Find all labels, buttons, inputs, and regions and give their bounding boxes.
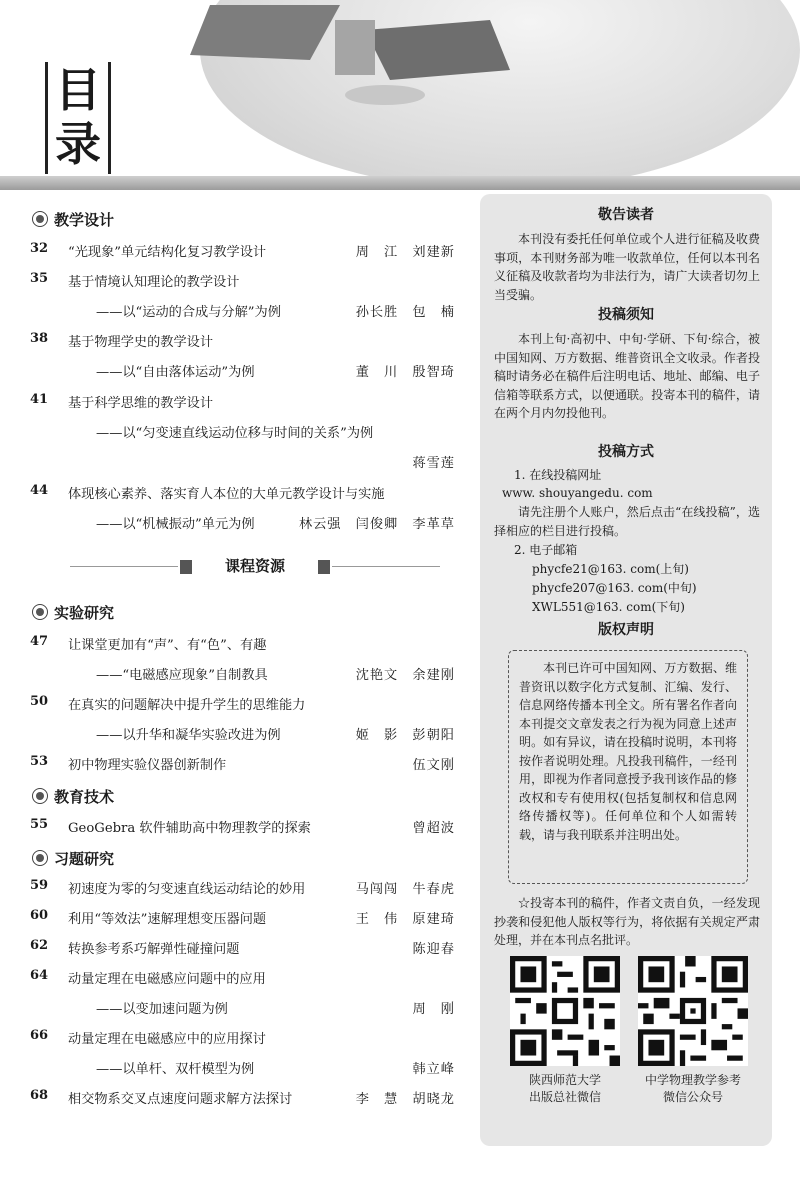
qr-label-2: 中学物理教学参考 微信公众号 xyxy=(644,1073,741,1104)
email-3[interactable]: XWL551@163. com(下旬) xyxy=(532,600,685,614)
qr-label-1: 陕西师范大学 出版总社微信 xyxy=(528,1073,601,1104)
email-2[interactable]: phycfe207@163. com(中旬) xyxy=(532,581,697,595)
online-text: 请先注册个人账户，然后点击“在线投稿”，选择相应的栏目进行投稿。 xyxy=(494,505,760,538)
warning-text: ☆投寄本刊的稿件，作者文责自负，一经发现抄袭和侵犯他人版权等行为，将依据有关规定严肃处理，并在本刊点名批评。 xyxy=(494,896,760,947)
bullet-icon xyxy=(32,788,48,804)
satellite-graphic xyxy=(190,0,520,110)
section-heading-edtech: 教育技术 xyxy=(32,786,114,807)
bullet-icon xyxy=(32,604,48,620)
bullet-icon xyxy=(32,850,48,866)
email-1[interactable]: phycfe21@163. com(上旬) xyxy=(532,562,689,576)
title-char-1: 目 xyxy=(55,63,101,117)
copyright-text: 本刊已许可中国知网、万方数据、维普资讯以数字化方式复制、汇编、发行、信息网络传播本刊全文。所有署名作者向本刊提交文章发表之行为视为同意上述声明。如有异议，请在投稿时说明，本刊将按作者说明处理。凡投我刊稿件，一经刊用，即视为作者同意授予我刊该作品的修改权和专有使用权(包括复制权和信息网络传播权等)。任何单位和个人如需转载，请与我刊联系并注明出处。 xyxy=(519,661,737,842)
section-banner: 课程资源 xyxy=(30,555,460,579)
section-heading-experiment: 实验研究 xyxy=(32,602,114,623)
copyright-box xyxy=(508,650,748,884)
banner-line-right xyxy=(332,566,440,567)
notice-text: 本刊没有委托任何单位或个人进行征稿及收费事项，本刊财务部为唯一收款单位，任何以本刊名义征稿及收款者均为非法行为，请广大读者切勿上当受骗。 xyxy=(494,232,760,302)
info-panel xyxy=(480,194,772,1146)
online-url[interactable]: www. shouyangedu. com xyxy=(502,486,653,500)
email-label: 2. 电子邮箱 xyxy=(514,543,578,557)
method-title: 投稿方式 xyxy=(598,444,654,460)
banner-line-left xyxy=(70,566,178,567)
header xyxy=(0,0,800,192)
online-label: 1. 在线投稿网址 xyxy=(514,468,602,482)
bullet-icon xyxy=(32,211,48,227)
qr-code-icon[interactable] xyxy=(510,956,620,1066)
submit-title: 投稿须知 xyxy=(598,307,654,323)
notice-title: 敬告读者 xyxy=(598,207,654,223)
page-title xyxy=(45,62,111,174)
copyright-title: 版权声明 xyxy=(598,622,654,638)
section-heading-teaching-design: 教学设计 xyxy=(32,209,114,230)
header-band xyxy=(0,176,800,190)
qr-code-icon[interactable] xyxy=(638,956,748,1066)
submit-text: 本刊上旬·高初中、中旬·学研、下旬·综合，被中国知网、万方数据、维普资讯全文收录。作者投稿时请务必在稿件后注明电话、地址、邮编、电子信箱等联系方式，以便通联。投寄本刊的稿件，请在两个月内勿投他刊。 xyxy=(494,332,760,420)
section-heading-exercises: 习题研究 xyxy=(32,848,114,869)
title-char-2: 录 xyxy=(55,117,101,171)
